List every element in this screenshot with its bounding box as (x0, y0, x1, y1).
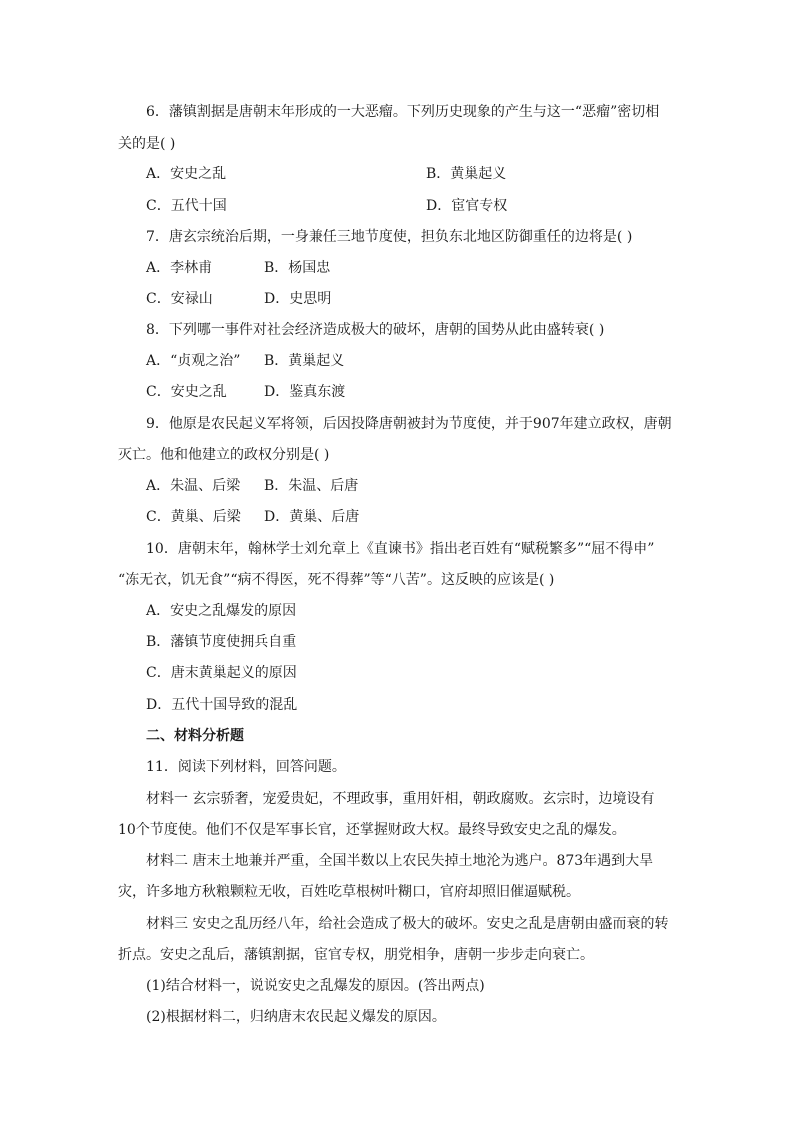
q11-stem: 11．阅读下列材料，回答问题。 (146, 759, 346, 775)
q11-material-1-line-1: 材料一 玄宗骄奢，宠爱贵妃，不理政事，重用奸相，朝政腐败。玄宗时，边境设有 (146, 791, 655, 807)
q9-option-d: D．黄巢、后唐 (264, 509, 360, 525)
q7-option-b: B．杨国忠 (264, 260, 331, 276)
q9-option-c: C．黄巢、后梁 (146, 509, 241, 525)
q10-option-c: C．唐末黄巢起义的原因 (146, 665, 297, 681)
q11-subquestion-2: (2)根据材料二，归纳唐末农民起义爆发的原因。 (146, 1009, 446, 1025)
q7-option-d: D．史思明 (264, 291, 332, 307)
q6-stem-line-2: 关的是( ) (118, 136, 176, 152)
q8-options-row-1 (146, 351, 706, 371)
q7-stem: 7．唐玄宗统治后期，一身兼任三地节度使，担负东北地区防御重任的边将是( ) (146, 229, 633, 245)
q11-subquestion-1: (1)结合材料一，说说安史之乱爆发的原因。(答出两点) (146, 978, 485, 994)
q8-option-b: B．黄巢起义 (264, 353, 345, 369)
q7-option-c: C．安禄山 (146, 291, 213, 307)
q11-material-3-line-1: 材料三 安史之乱历经八年，给社会造成了极大的破坏。安史之乱是唐朝由盛而衰的转 (146, 916, 669, 932)
q7-options-row-1 (146, 258, 706, 278)
q8-option-d: D．鉴真东渡 (264, 384, 346, 400)
q8-stem: 8．下列哪一事件对社会经济造成极大的破坏，唐朝的国势从此由盛转衰( ) (146, 322, 605, 338)
q6-option-b: B．黄巢起义 (426, 166, 507, 182)
q6-option-c: C．五代十国 (146, 198, 227, 214)
q11-material-2-line-1: 材料二 唐末土地兼并严重，全国半数以上农民失掉土地沦为逃户。873年遇到大旱 (146, 853, 654, 869)
q6-option-a: A．安史之乱 (146, 166, 227, 182)
q10-option-a: A．安史之乱爆发的原因 (146, 603, 297, 619)
q7-option-a: A．李林甫 (146, 260, 213, 276)
q11-material-2-line-2: 灾，许多地方秋粮颗粒无收，百姓吃草根树叶糊口，官府却照旧催逼赋税。 (118, 884, 580, 900)
q11-material-1-line-2: 10个节度使。他们不仅是军事长官，还掌握财政大权。最终导致安史之乱的爆发。 (118, 822, 626, 838)
q9-stem-line-1: 9．他原是农民起义军将领，后因投降唐朝被封为节度使，并于907年建立政权，唐朝 (146, 416, 672, 432)
q6-stem-line-1: 6．藩镇割据是唐朝末年形成的一大恶瘤。下列历史现象的产生与这一“恶瘤”密切相 (146, 104, 660, 120)
q9-options-row-2 (146, 507, 706, 527)
q9-stem-line-2: 灭亡。他和他建立的政权分别是( ) (118, 447, 330, 463)
q6-options-row-2 (146, 196, 706, 216)
q6-option-d: D．宦官专权 (426, 198, 508, 214)
q11-material-3-line-2: 折点。安史之乱后，藩镇割据，宦官专权，朋党相争，唐朝一步步走向衰亡。 (118, 947, 594, 963)
section-heading-material-analysis: 二、材料分析题 (146, 728, 244, 744)
q9-option-a: A．朱温、后梁 (146, 478, 241, 494)
q7-options-row-2 (146, 289, 706, 309)
q9-options-row-1 (146, 476, 706, 496)
q6-options-row-1 (146, 164, 706, 184)
q8-option-a: A．“贞观之治” (146, 353, 241, 369)
q8-options-row-2 (146, 382, 706, 402)
q8-option-c: C．安史之乱 (146, 384, 227, 400)
q10-option-b: B．藩镇节度使拥兵自重 (146, 634, 297, 650)
q10-option-d: D．五代十国导致的混乱 (146, 697, 298, 713)
q9-option-b: B．朱温、后唐 (264, 478, 359, 494)
q10-stem-line-2: “冻无衣，饥无食”“病不得医，死不得葬”等“八苦”。这反映的应该是( ) (118, 572, 555, 588)
q10-stem-line-1: 10．唐朝末年，翰林学士刘允章上《直谏书》指出老百姓有“赋税繁多”“屈不得申” (146, 541, 655, 557)
